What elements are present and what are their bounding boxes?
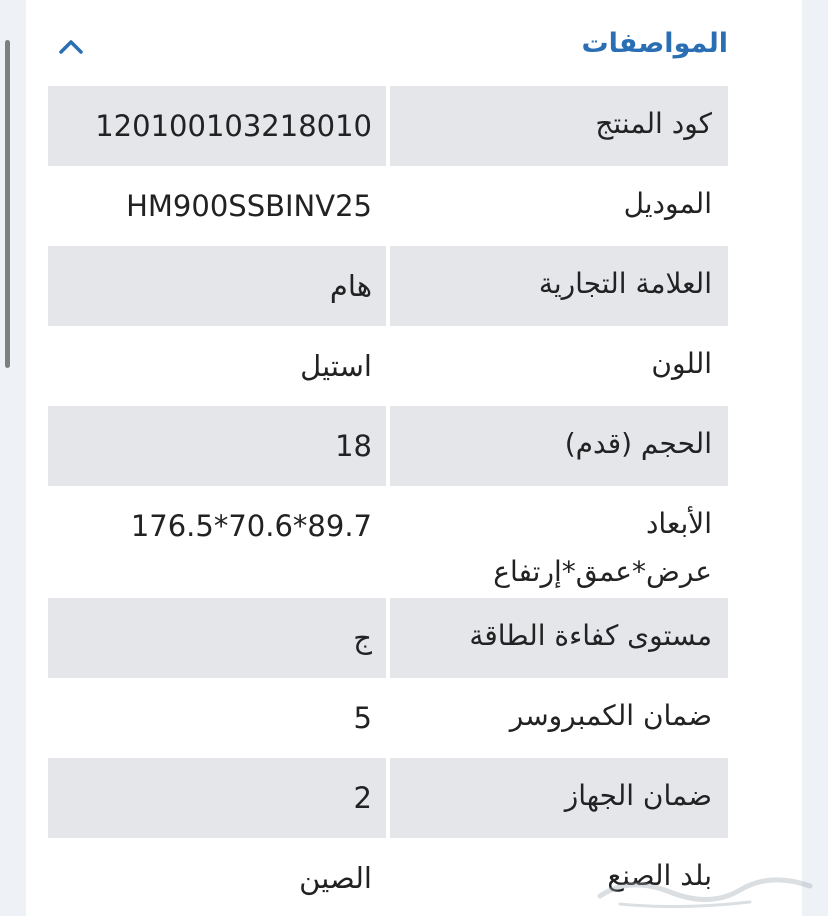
spec-label: الموديل xyxy=(623,187,712,220)
spec-row-energy-efficiency xyxy=(48,598,728,678)
spec-value: هام xyxy=(329,269,372,303)
watermark-logo xyxy=(590,866,820,912)
spec-row-dimensions xyxy=(48,486,728,598)
spec-label: الأبعاد عرض*عمق*إرتفاع xyxy=(493,507,712,588)
section-title: المواصفات xyxy=(581,28,728,59)
spec-label: الحجم (قدم) xyxy=(564,427,712,460)
spec-value: 120100103218010 xyxy=(95,109,372,143)
spec-value: ج xyxy=(353,621,372,655)
spec-value: 18 xyxy=(335,429,372,463)
spec-label: مستوى كفاءة الطاقة xyxy=(469,619,712,652)
spec-label: ضمان الجهاز xyxy=(564,779,712,812)
spec-label: اللون xyxy=(651,347,712,380)
page-scrollbar[interactable] xyxy=(5,40,10,368)
spec-row-brand xyxy=(48,246,728,326)
column-divider xyxy=(386,598,390,678)
spec-value: 176.5*70.6*89.7 xyxy=(130,509,372,543)
column-divider xyxy=(386,246,390,326)
column-divider xyxy=(386,406,390,486)
spec-value: 5 xyxy=(353,701,372,735)
spec-row-product-code xyxy=(48,86,728,166)
spec-value: HM900SSBINV25 xyxy=(126,189,372,223)
spec-label: كود المنتج xyxy=(595,107,712,140)
spec-row-device-warranty xyxy=(48,758,728,838)
specifications-table xyxy=(48,86,728,916)
spec-label: العلامة التجارية xyxy=(538,267,712,300)
spec-value: 2 xyxy=(353,781,372,815)
spec-row-compressor-warranty xyxy=(48,678,728,758)
spec-row-size xyxy=(48,406,728,486)
specifications-header[interactable] xyxy=(48,0,728,86)
spec-label: ضمان الكمبروسر xyxy=(509,699,712,732)
spec-label: بلد الصنع xyxy=(607,859,712,892)
right-gutter xyxy=(802,0,820,916)
column-divider xyxy=(386,758,390,838)
spec-row-color xyxy=(48,326,728,406)
spec-row-model xyxy=(48,166,728,246)
spec-value: استيل xyxy=(300,349,372,383)
spec-value: الصين xyxy=(299,861,372,895)
column-divider xyxy=(386,86,390,166)
chevron-up-icon[interactable] xyxy=(56,34,86,58)
